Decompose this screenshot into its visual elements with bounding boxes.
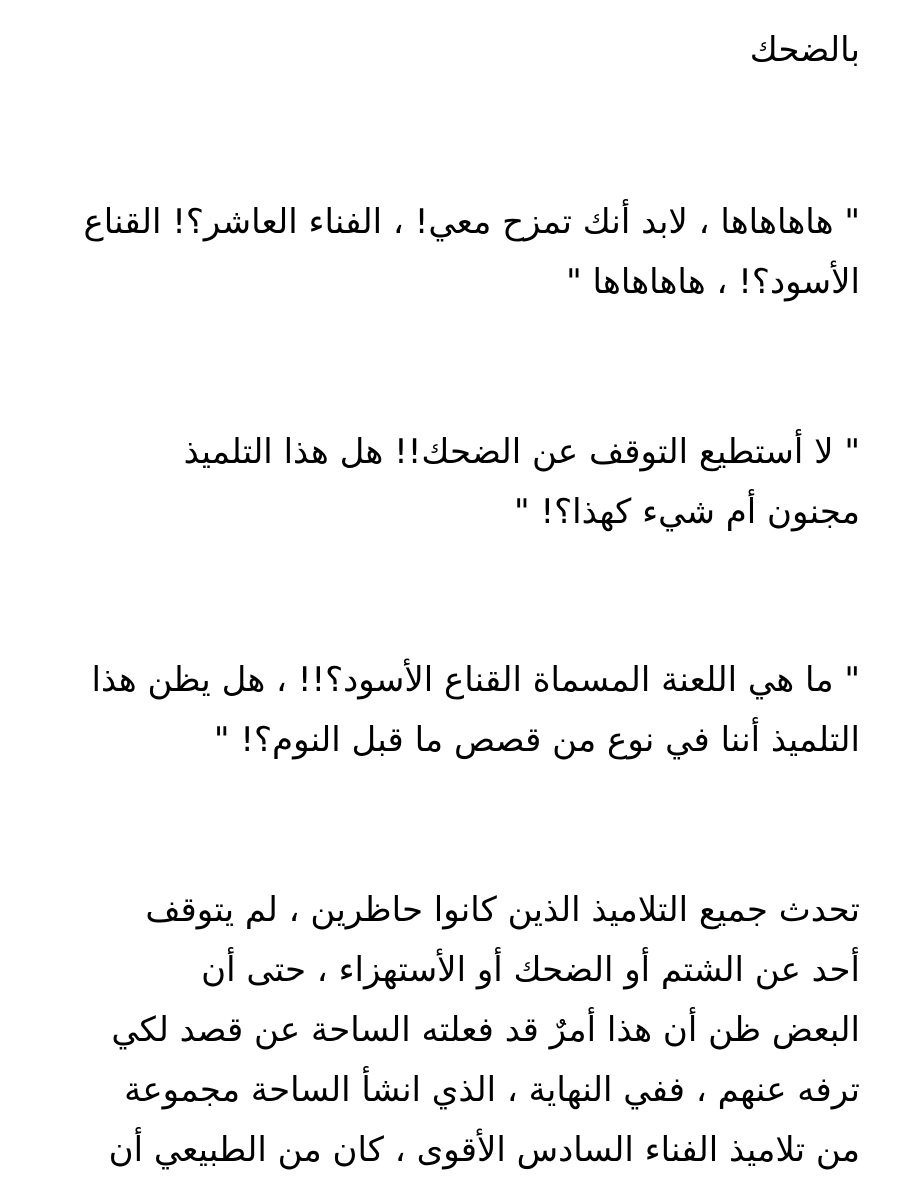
text-line: بالضحك [749, 30, 860, 70]
text-line: " لا أستطيع التوقف عن الضحك!! هل هذا التلميذ [183, 432, 860, 472]
text-line: ترفه عنهم ، ففي النهاية ، الذي انشأ الساحة مجموعة [124, 1070, 860, 1110]
text-line: أحد عن الشتم أو الضحك أو الأستهزاء ، حتى أن [201, 950, 860, 990]
text-line: البعض ظن أن هذا أمرٌ قد فعلته الساحة عن قصد لكي [111, 1010, 860, 1050]
text-line: الأسود؟! ، هاهاهاها " [566, 262, 860, 302]
text-line: مجنون أم شيء كهذا؟! " [514, 492, 860, 532]
text-line: " هاهاهاها ، لابد أنك تمزح معي! ، الفناء العاشر؟! القناع [83, 202, 860, 242]
text-line: " ما هي اللعنة المسماة القناع الأسود؟!! ، هل يظن هذا [91, 660, 860, 700]
text-line: من تلاميذ الفناء السادس الأقوى ، كان من الطبيعي أن [108, 1130, 860, 1170]
text-line: تحدث جميع التلاميذ الذين كانوا حاظرين ، لم يتوقف [145, 890, 860, 930]
text-line: التلميذ أننا في نوع من قصص ما قبل النوم؟! " [213, 720, 860, 760]
